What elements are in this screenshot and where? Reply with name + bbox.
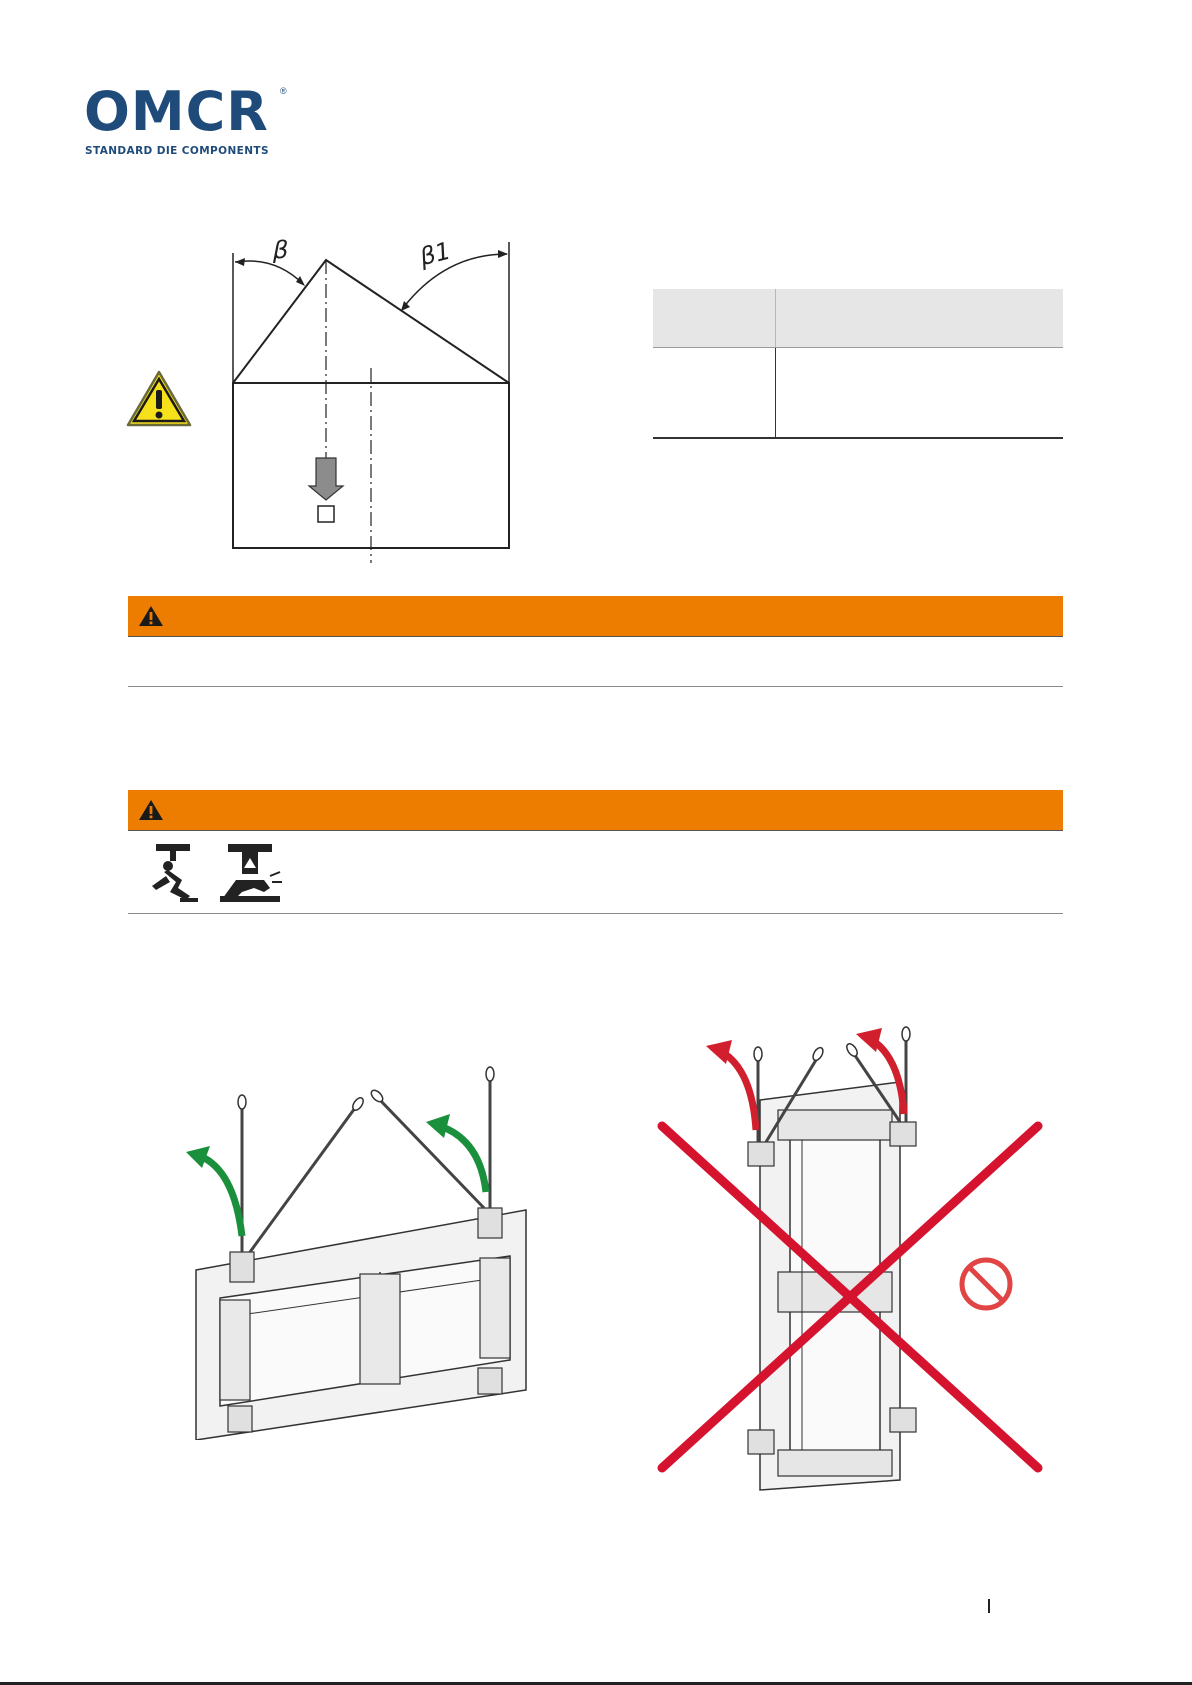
hand-crush-icon <box>220 844 282 902</box>
warning-triangle-icon <box>138 605 164 627</box>
table-body-divider <box>775 348 776 438</box>
warning-bar-1 <box>128 596 1063 636</box>
warning-1-bottom-rule <box>128 686 1063 687</box>
registered-mark: ® <box>280 86 287 96</box>
table-header-rule <box>653 347 1063 348</box>
brand-name: OMCR <box>84 80 269 143</box>
brand-logo <box>84 82 294 157</box>
prohibited-icon <box>962 1260 1010 1308</box>
falling-load-icon <box>152 844 198 902</box>
warning-2-bottom-rule <box>128 913 1063 914</box>
table-column-divider <box>775 289 776 347</box>
table-header-row <box>653 289 1063 347</box>
angle-beta1-label: β1 <box>417 236 454 272</box>
sling-angle-diagram <box>225 228 525 568</box>
page-number-marker <box>988 1599 990 1613</box>
incorrect-lifting-illustration <box>650 1010 1050 1500</box>
spec-table <box>653 289 1063 439</box>
warning-triangle-icon <box>138 799 164 821</box>
table-bottom-rule <box>653 437 1063 439</box>
hazard-pictograms <box>146 842 286 904</box>
brand-tagline: STANDARD DIE COMPONENTS <box>85 145 269 157</box>
correct-lifting-illustration <box>170 1060 550 1440</box>
warning-bar-2 <box>128 790 1063 830</box>
angle-beta-label: β <box>273 236 289 264</box>
caution-icon <box>126 370 192 428</box>
